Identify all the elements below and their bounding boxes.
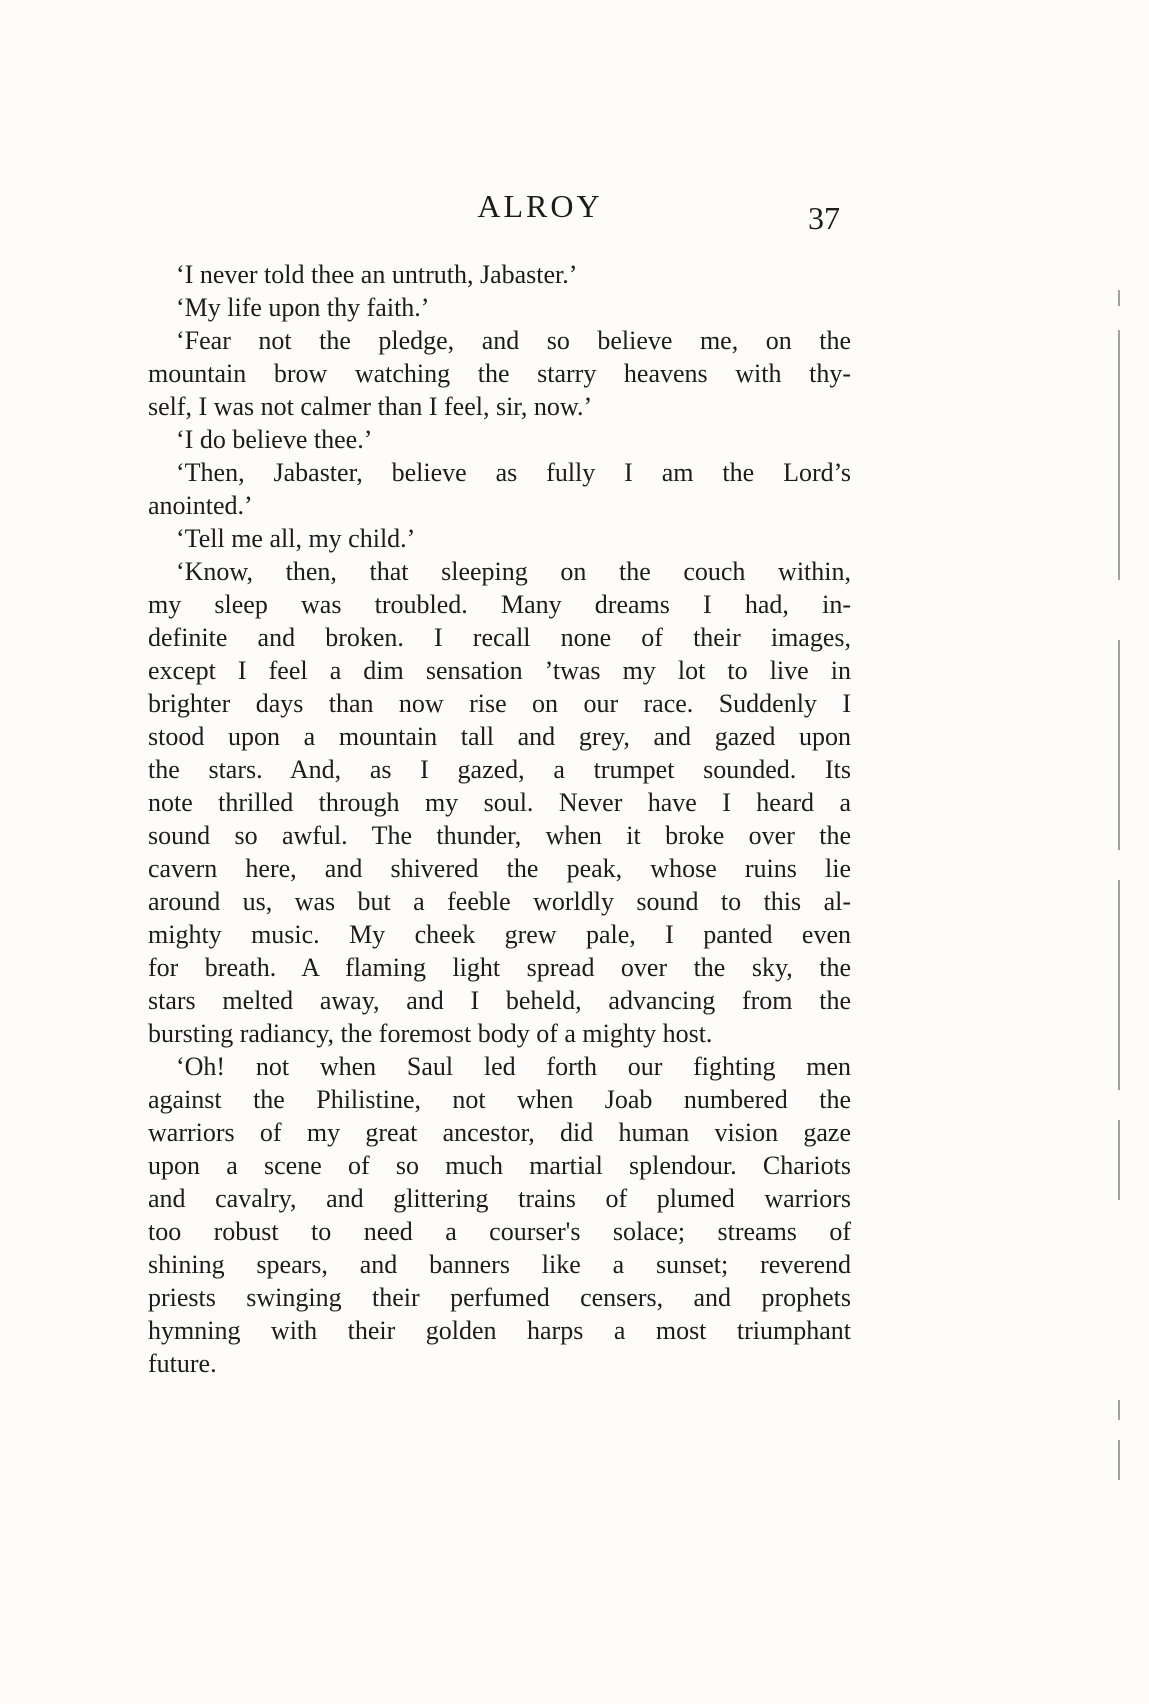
- scan-artifact: [1118, 1120, 1120, 1200]
- text-line: priests swinging their perfumed censers, and prophets: [148, 1283, 851, 1312]
- scan-artifact: [1118, 290, 1120, 306]
- text-line: my sleep was troubled. Many dreams I had, in-: [148, 590, 851, 619]
- text-line: ‘Fear not the pledge, and so believe me, on the: [176, 326, 851, 355]
- scan-artifact: [1118, 1440, 1120, 1480]
- text-line: cavern here, and shivered the peak, whose ruins lie: [148, 854, 851, 883]
- text-line: for breath. A flaming light spread over the sky, the: [148, 953, 851, 982]
- text-line: ‘I never told thee an untruth, Jabaster.’: [176, 260, 578, 289]
- text-line: anointed.’: [148, 491, 253, 520]
- text-line: mountain brow watching the starry heavens with thy-: [148, 359, 851, 388]
- running-title: ALROY: [477, 188, 603, 224]
- text-line: stood upon a mountain tall and grey, and gazed upon: [148, 722, 851, 751]
- text-line: around us, was but a feeble worldly sound to this al-: [148, 887, 851, 916]
- text-line: definite and broken. I recall none of their images,: [148, 623, 851, 652]
- scan-artifact: [1118, 1400, 1120, 1420]
- text-line: ‘I do believe thee.’: [176, 425, 373, 454]
- text-line: upon a scene of so much martial splendour. Chariots: [148, 1151, 851, 1180]
- text-line: and cavalry, and glittering trains of plumed warriors: [148, 1184, 851, 1213]
- body-text: [148, 258, 851, 1380]
- text-line: brighter days than now rise on our race. Suddenly I: [148, 689, 851, 718]
- text-line: ‘Tell me all, my child.’: [176, 524, 416, 553]
- text-line: self, I was not calmer than I feel, sir, now.’: [148, 392, 593, 421]
- scan-artifact: [1118, 330, 1120, 580]
- text-line: mighty music. My cheek grew pale, I panted even: [148, 920, 851, 949]
- text-line: except I feel a dim sensation ’twas my lot to live in: [148, 656, 851, 685]
- text-line: future.: [148, 1349, 217, 1378]
- text-line: bursting radiancy, the foremost body of a mighty host.: [148, 1019, 713, 1048]
- text-line: hymning with their golden harps a most triumphant: [148, 1316, 851, 1345]
- text-line: shining spears, and banners like a sunset; reverend: [148, 1250, 851, 1279]
- text-line: ‘My life upon thy faith.’: [176, 293, 430, 322]
- scan-artifact: [1118, 640, 1120, 850]
- text-line: the stars. And, as I gazed, a trumpet sounded. Its: [148, 755, 851, 784]
- text-line: ‘Oh! not when Saul led forth our fighting men: [176, 1052, 851, 1081]
- text-line: stars melted away, and I beheld, advancing from the: [148, 986, 851, 1015]
- text-line: ‘Then, Jabaster, believe as fully I am the Lord’s: [176, 458, 851, 487]
- scan-artifact: [1118, 880, 1120, 1090]
- text-line: ‘Know, then, that sleeping on the couch within,: [176, 557, 851, 586]
- text-line: against the Philistine, not when Joab numbered the: [148, 1085, 851, 1114]
- text-line: note thrilled through my soul. Never have I heard a: [148, 788, 851, 817]
- text-line: too robust to need a courser's solace; streams of: [148, 1217, 851, 1246]
- page-number: 37: [808, 200, 840, 236]
- text-line: sound so awful. The thunder, when it broke over the: [148, 821, 851, 850]
- text-line: warriors of my great ancestor, did human vision gaze: [148, 1118, 851, 1147]
